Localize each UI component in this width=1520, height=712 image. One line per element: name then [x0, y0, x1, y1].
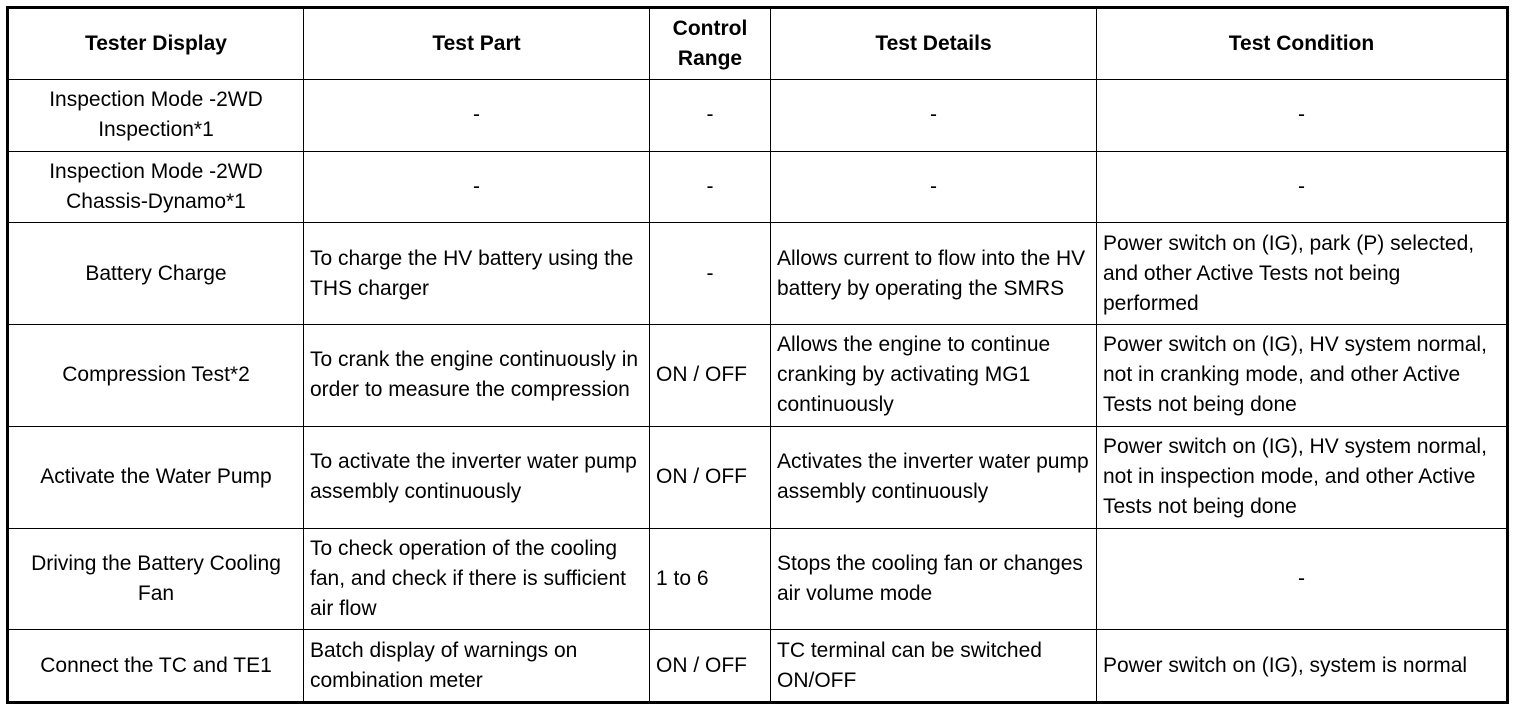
cell-test-condition: -: [1097, 528, 1508, 630]
table-row: [8, 223, 1508, 325]
cell-test-part: -: [304, 80, 650, 152]
cell-test-part: To crank the engine continuously in order to measure the compression: [304, 324, 650, 426]
cell-tester-display: Connect the TC and TE1: [8, 630, 304, 703]
cell-test-condition: -: [1097, 151, 1508, 223]
cell-tester-display: Inspection Mode -2WD Chassis-Dynamo*1: [8, 151, 304, 223]
cell-test-condition: Power switch on (IG), HV system normal, not in inspection mode, and other Active Tests not being done: [1097, 426, 1508, 528]
cell-test-details: Activates the inverter water pump assembly continuously: [771, 426, 1097, 528]
table-row: [8, 630, 1508, 703]
table-row: [8, 151, 1508, 223]
cell-test-condition: -: [1097, 80, 1508, 152]
table-row: [8, 324, 1508, 426]
cell-test-part: To charge the HV battery using the THS charger: [304, 223, 650, 325]
cell-test-details: -: [771, 151, 1097, 223]
cell-tester-display: Inspection Mode -2WD Inspection*1: [8, 80, 304, 152]
cell-control-range: ON / OFF: [650, 426, 771, 528]
table-row: [8, 80, 1508, 152]
cell-test-details: TC terminal can be switched ON/OFF: [771, 630, 1097, 703]
cell-test-condition: Power switch on (IG), HV system normal, not in cranking mode, and other Active Tests not being done: [1097, 324, 1508, 426]
cell-tester-display: Activate the Water Pump: [8, 426, 304, 528]
cell-test-part: To activate the inverter water pump assembly continuously: [304, 426, 650, 528]
header-test-details: Test Details: [771, 8, 1097, 80]
active-test-table: [6, 6, 1509, 704]
cell-control-range: 1 to 6: [650, 528, 771, 630]
cell-test-condition: Power switch on (IG), park (P) selected, and other Active Tests not being performed: [1097, 223, 1508, 325]
cell-control-range: ON / OFF: [650, 630, 771, 703]
cell-control-range: ON / OFF: [650, 324, 771, 426]
table-row: [8, 426, 1508, 528]
cell-control-range: -: [650, 151, 771, 223]
table-header-row: [8, 8, 1508, 80]
cell-tester-display: Compression Test*2: [8, 324, 304, 426]
cell-test-part: -: [304, 151, 650, 223]
cell-test-details: Allows the engine to continue cranking by activating MG1 continuously: [771, 324, 1097, 426]
cell-control-range: -: [650, 223, 771, 325]
header-tester-display: Tester Display: [8, 8, 304, 80]
cell-test-condition: Power switch on (IG), system is normal: [1097, 630, 1508, 703]
cell-test-details: Stops the cooling fan or changes air volume mode: [771, 528, 1097, 630]
header-control-range: Control Range: [650, 8, 771, 80]
cell-control-range: -: [650, 80, 771, 152]
cell-test-details: Allows current to flow into the HV battery by operating the SMRS: [771, 223, 1097, 325]
table-row: [8, 528, 1508, 630]
cell-test-part: To check operation of the cooling fan, and check if there is sufficient air flow: [304, 528, 650, 630]
cell-test-details: -: [771, 80, 1097, 152]
header-test-condition: Test Condition: [1097, 8, 1508, 80]
header-test-part: Test Part: [304, 8, 650, 80]
cell-test-part: Batch display of warnings on combination meter: [304, 630, 650, 703]
cell-tester-display: Battery Charge: [8, 223, 304, 325]
cell-tester-display: Driving the Battery Cooling Fan: [8, 528, 304, 630]
